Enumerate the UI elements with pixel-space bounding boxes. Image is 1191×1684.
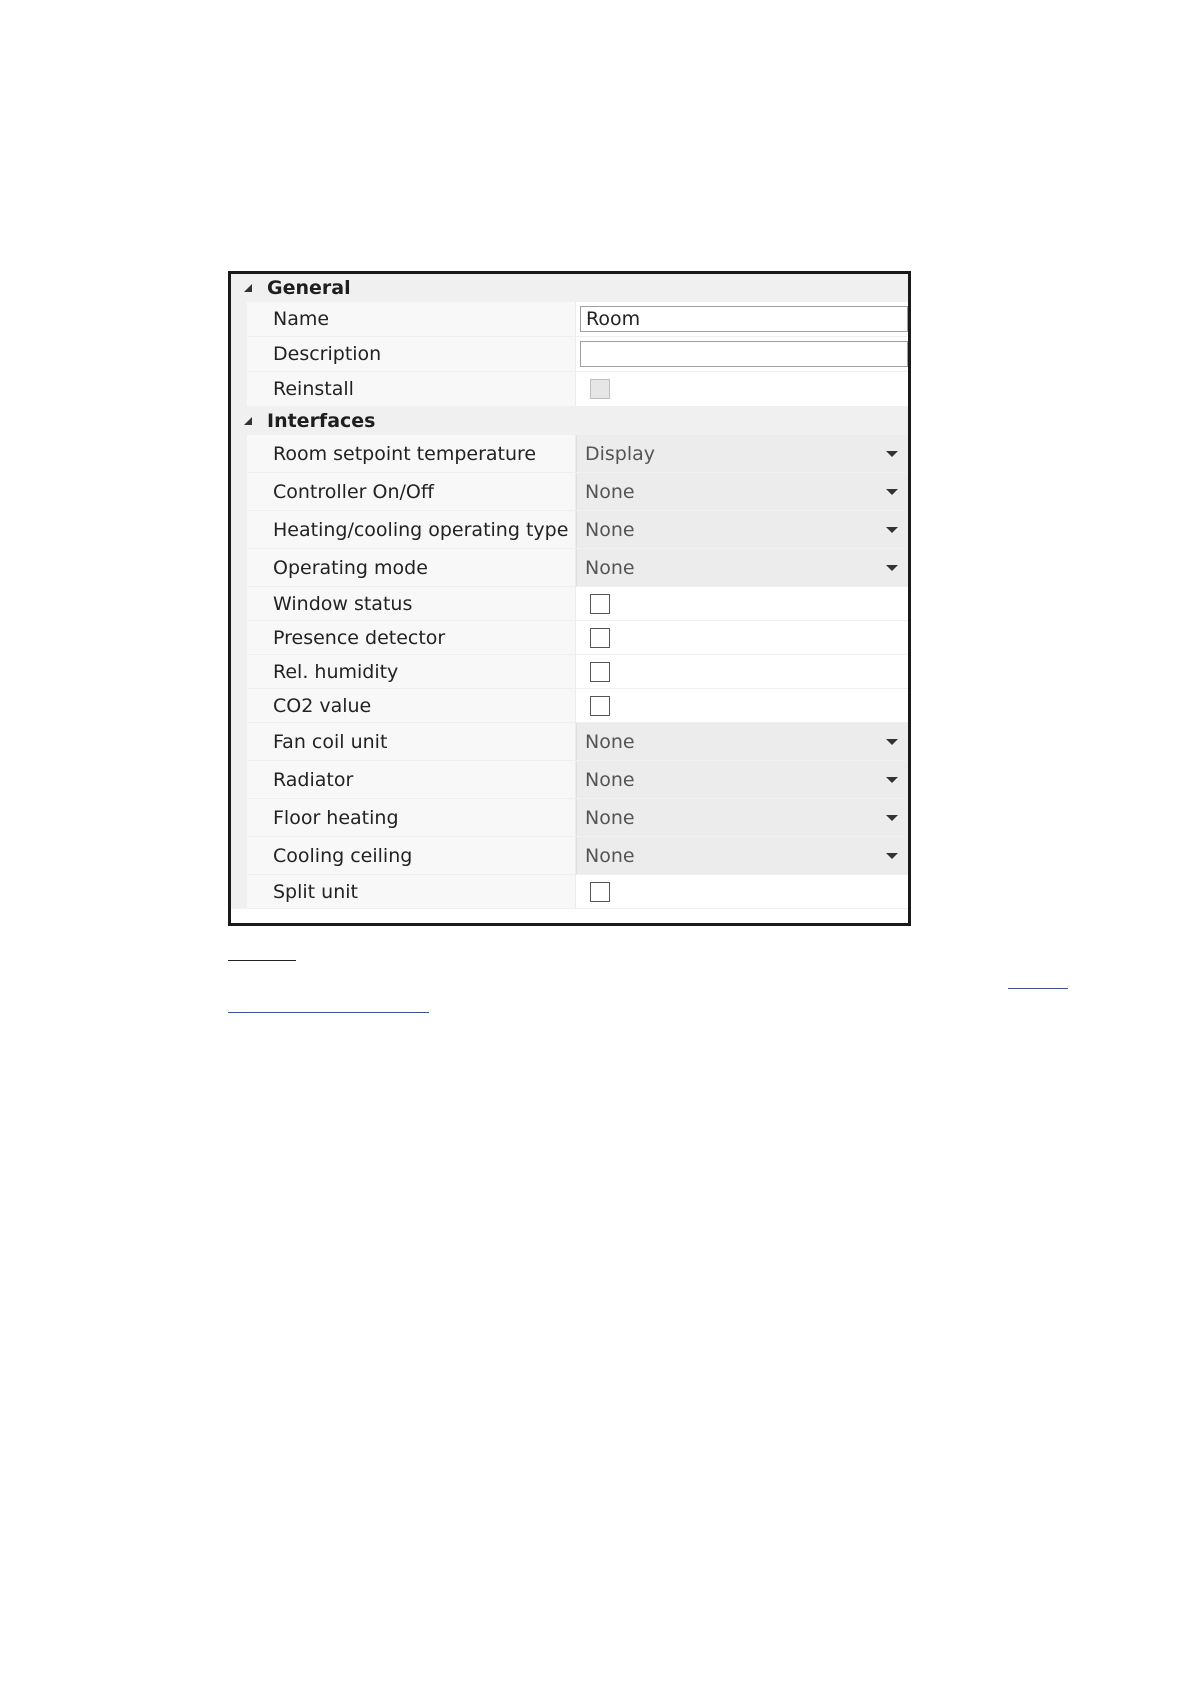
dropdown-caret-icon[interactable] [886, 489, 898, 495]
split-unit-checkbox[interactable] [590, 882, 610, 902]
select-value: None [585, 844, 635, 867]
dropdown-caret-icon[interactable] [886, 853, 898, 859]
property-label: Cooling ceiling [247, 837, 576, 874]
property-label: Reinstall [247, 372, 576, 406]
link-underline[interactable] [1008, 988, 1068, 989]
reinstall-checkbox [590, 379, 610, 399]
select-value: None [585, 556, 635, 579]
dropdown-caret-icon[interactable] [886, 565, 898, 571]
select-value: None [585, 480, 635, 503]
collapse-triangle-icon[interactable] [239, 416, 257, 426]
property-row-floor-heating [231, 799, 908, 837]
property-label: Radiator [247, 761, 576, 798]
property-row-window-status [231, 587, 908, 621]
dropdown-caret-icon[interactable] [886, 451, 898, 457]
property-row-operating-mode [231, 549, 908, 587]
section-header-general[interactable] [231, 274, 908, 302]
properties-panel [228, 271, 911, 926]
description-input[interactable] [580, 341, 908, 367]
name-input[interactable]: Room [580, 306, 908, 332]
property-label: CO2 value [247, 689, 576, 722]
heating-cooling-operating-type-select[interactable] [576, 511, 908, 548]
collapse-triangle-icon[interactable] [239, 283, 257, 293]
property-row-room-setpoint-temperature [231, 435, 908, 473]
property-row-description [231, 337, 908, 372]
property-row-name [231, 302, 908, 337]
property-row-presence-detector [231, 621, 908, 655]
property-label: Presence detector [247, 621, 576, 654]
property-row-split-unit [231, 875, 908, 909]
dropdown-caret-icon[interactable] [886, 527, 898, 533]
window-status-checkbox[interactable] [590, 594, 610, 614]
property-label: Room setpoint temperature [247, 435, 576, 472]
select-value: None [585, 518, 635, 541]
property-label: Rel. humidity [247, 655, 576, 688]
property-label: Window status [247, 587, 576, 620]
property-row-cooling-ceiling [231, 837, 908, 875]
radiator-select[interactable] [576, 761, 908, 798]
property-row-heating-cooling-operating-type [231, 511, 908, 549]
property-label: Description [247, 337, 576, 371]
select-value: None [585, 730, 635, 753]
section-header-interfaces[interactable] [231, 407, 908, 435]
fan-coil-unit-select[interactable] [576, 723, 908, 760]
operating-mode-select[interactable] [576, 549, 908, 586]
select-value: None [585, 806, 635, 829]
property-row-co2-value [231, 689, 908, 723]
dropdown-caret-icon[interactable] [886, 777, 898, 783]
select-value: None [585, 768, 635, 791]
link-underline[interactable] [228, 1012, 429, 1013]
property-label: Floor heating [247, 799, 576, 836]
floor-heating-select[interactable] [576, 799, 908, 836]
presence-detector-checkbox[interactable] [590, 628, 610, 648]
controller-on-off-select[interactable] [576, 473, 908, 510]
room-setpoint-temperature-select[interactable] [576, 435, 908, 472]
dropdown-caret-icon[interactable] [886, 815, 898, 821]
dropdown-caret-icon[interactable] [886, 739, 898, 745]
property-label: Heating/cooling operating type [247, 511, 576, 548]
section-title: Interfaces [267, 410, 376, 432]
property-row-controller-on-off [231, 473, 908, 511]
select-value: Display [585, 442, 656, 465]
co2-value-checkbox[interactable] [590, 696, 610, 716]
rel-humidity-checkbox[interactable] [590, 662, 610, 682]
property-row-radiator [231, 761, 908, 799]
property-row-fan-coil-unit [231, 723, 908, 761]
property-row-rel-humidity [231, 655, 908, 689]
property-label: Operating mode [247, 549, 576, 586]
section-title: General [267, 277, 351, 299]
property-label: Split unit [247, 875, 576, 908]
property-label: Fan coil unit [247, 723, 576, 760]
caption-underline [228, 960, 296, 961]
property-row-reinstall [231, 372, 908, 407]
cooling-ceiling-select[interactable] [576, 837, 908, 874]
property-label: Name [247, 302, 576, 336]
property-label: Controller On/Off [247, 473, 576, 510]
